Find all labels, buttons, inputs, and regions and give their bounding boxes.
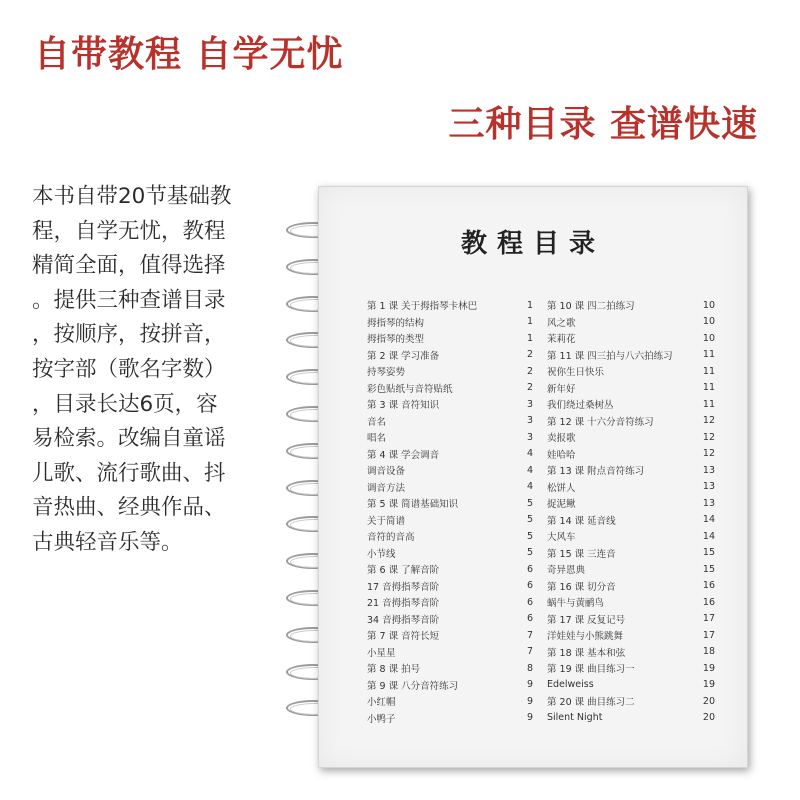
- toc-entry-title: 第 19 课 曲目练习一: [547, 664, 635, 676]
- toc-entry: [547, 528, 715, 545]
- toc-entry-title: 彩色贴纸与音符贴纸: [367, 383, 453, 395]
- toc-entry: [367, 363, 533, 380]
- toc-entry-page: 5: [526, 497, 533, 509]
- toc-entry-page: 6: [526, 596, 533, 608]
- toc-entry-title: 第 13 课 附点音符练习: [547, 466, 645, 478]
- toc-entry: [547, 660, 715, 677]
- toc-entry-page: 2: [526, 349, 533, 361]
- headline-tutorial: 自带教程 自学无忧: [34, 34, 344, 75]
- toc-entry-title: 拇指琴的结构: [367, 317, 425, 329]
- toc-entry-page: 5: [526, 530, 533, 542]
- toc-entry: [367, 693, 533, 710]
- intro-line: 程，自学无忧，教程: [32, 218, 226, 244]
- toc-entry-page: 1: [526, 316, 533, 328]
- toc-entry-title: 第 8 课 拍号: [367, 664, 421, 676]
- toc-entry: [547, 347, 715, 364]
- headline-catalog: 三种目录 查谱快速: [448, 104, 758, 145]
- toc-entry-title: 娃哈哈: [547, 449, 576, 461]
- intro-text: [32, 180, 264, 561]
- toc-entry-title: 洋娃娃与小熊跳舞: [547, 631, 624, 643]
- toc-entry: [547, 644, 715, 661]
- toc-entry-page: 12: [702, 431, 715, 443]
- toc-entry-page: 1: [526, 332, 533, 344]
- intro-line: 儿歌、流行歌曲、抖: [32, 460, 226, 486]
- toc-entry: [547, 380, 715, 397]
- toc-entry: [547, 396, 715, 413]
- toc-entry-title: 第 17 课 反复记号: [547, 614, 626, 626]
- toc-entry-title: 第 16 课 切分音: [547, 581, 616, 593]
- intro-line: 。提供三种查谱目录: [32, 287, 226, 313]
- toc-entry: [547, 693, 715, 710]
- toc-entry-title: Silent Night: [547, 712, 603, 724]
- toc-entry: [367, 561, 533, 578]
- toc-entry-title: 调音方法: [367, 482, 406, 494]
- toc-entry: [547, 611, 715, 628]
- toc-entry-page: 11: [702, 365, 715, 377]
- toc-entry-title: 第 1 课 关于拇指琴卡林巴: [367, 301, 478, 313]
- toc-entry-page: 11: [702, 382, 715, 394]
- toc-entry-title: 奇异恩典: [547, 565, 586, 577]
- toc-right-column: [547, 297, 715, 726]
- toc-entry-title: 第 2 课 学习准备: [367, 350, 440, 362]
- toc-entry-title: 蜗牛与黄鹂鸟: [547, 598, 605, 610]
- toc-entry-title: 第 4 课 学会调音: [367, 449, 440, 461]
- intro-line: 精简全面，值得选择: [32, 253, 226, 279]
- toc-entry-title: 唱名: [367, 433, 387, 445]
- toc-entry-page: 2: [526, 382, 533, 394]
- intro-line: 按字部（歌名字数）: [32, 356, 226, 382]
- toc-entry-title: 第 6 课 了解音阶: [367, 565, 440, 577]
- toc-entry-title: 第 20 课 曲目练习二: [547, 697, 635, 709]
- toc-entry-page: 4: [526, 448, 533, 460]
- intro-line: 古典轻音乐等。: [32, 529, 183, 555]
- toc-entry-title: 我们绕过桑树丛: [547, 400, 614, 412]
- toc-entry-title: 17 音拇指琴音阶: [367, 581, 440, 593]
- toc-entry-title: 第 3 课 音符知识: [367, 400, 440, 412]
- toc-entry-page: 17: [702, 613, 715, 625]
- toc-entry-page: 15: [702, 547, 715, 559]
- toc-entry-page: 16: [702, 596, 715, 608]
- toc-entry-page: 10: [702, 299, 715, 311]
- toc-entry-page: 3: [526, 415, 533, 427]
- toc-entry-page: 20: [702, 695, 715, 707]
- toc-entry-page: 6: [526, 563, 533, 575]
- toc-entry: [547, 479, 715, 496]
- toc-entry-page: 3: [526, 398, 533, 410]
- toc-entry-title: 第 12 课 十六分音符练习: [547, 416, 654, 428]
- toc-entry-page: 9: [526, 712, 533, 724]
- toc-entry-title: 第 9 课 八分音符练习: [367, 680, 459, 692]
- toc-entry-title: 34 音拇指琴音阶: [367, 614, 440, 626]
- toc-entry-page: 2: [526, 365, 533, 377]
- toc-entry-title: 第 10 课 四二拍练习: [547, 301, 635, 313]
- toc-entry-page: 1: [526, 299, 533, 311]
- intro-line: 本书自带20节基础教: [32, 184, 232, 209]
- intro-line: 音热曲、经典作品、: [32, 495, 226, 521]
- toc-entry: [547, 462, 715, 479]
- toc-entry-title: 茉莉花: [547, 334, 576, 346]
- toc-entry-title: 持琴姿势: [367, 367, 406, 379]
- toc-entry-title: 小红帽: [367, 697, 396, 709]
- toc-entry-page: 18: [702, 646, 715, 658]
- toc-entry-page: 19: [702, 662, 715, 674]
- toc-entry: [367, 347, 533, 364]
- toc-entry-title: 新年好: [547, 383, 576, 395]
- toc-entry: [547, 561, 715, 578]
- toc-entry-title: 音名: [367, 416, 387, 428]
- toc-entry-page: 11: [702, 349, 715, 361]
- toc-entry: [367, 627, 533, 644]
- intro-line: ，按顺序，按拼音，: [32, 322, 226, 348]
- toc-entry-title: 大风车: [547, 532, 576, 544]
- toc-entry: [367, 710, 533, 727]
- toc-entry-title: 21 音拇指琴音阶: [367, 598, 440, 610]
- toc-entry-page: 13: [702, 464, 715, 476]
- toc-entry: [367, 644, 533, 661]
- toc-entry-page: 4: [526, 464, 533, 476]
- toc-entry-title: 拇指琴的类型: [367, 334, 425, 346]
- toc-entry: [367, 578, 533, 595]
- toc-entry: [547, 429, 715, 446]
- toc-entry: [547, 446, 715, 463]
- toc-entry-page: 8: [526, 662, 533, 674]
- toc-entry-page: 19: [702, 679, 715, 691]
- toc-entry-page: 12: [702, 448, 715, 460]
- toc-entry-title: 卖报歌: [547, 433, 576, 445]
- toc-entry-page: 3: [526, 431, 533, 443]
- toc-entry: [367, 512, 533, 529]
- toc-entry-page: 10: [702, 316, 715, 328]
- toc-entry-page: 12: [702, 415, 715, 427]
- toc-left-column: [367, 297, 533, 726]
- toc-entry: [367, 594, 533, 611]
- toc-entry: [547, 627, 715, 644]
- toc-entry-page: 10: [702, 332, 715, 344]
- toc-entry: [367, 611, 533, 628]
- toc-entry: [367, 462, 533, 479]
- toc-entry-title: 第 11 课 四三拍与八六拍练习: [547, 350, 673, 362]
- toc-entry-title: 小节线: [367, 548, 396, 560]
- toc-entry-page: 9: [526, 695, 533, 707]
- toc-entry-title: 第 7 课 音符长短: [367, 631, 440, 643]
- toc-entry-title: 风之歌: [547, 317, 576, 329]
- toc-entry-page: 4: [526, 481, 533, 493]
- toc-entry-page: 7: [526, 646, 533, 658]
- toc-entry: [547, 363, 715, 380]
- notebook-page: [318, 186, 748, 768]
- toc-entry: [547, 413, 715, 430]
- toc-entry-title: 第 14 课 延音线: [547, 515, 616, 527]
- toc-entry-title: 调音设备: [367, 466, 406, 478]
- toc-entry: [367, 446, 533, 463]
- toc-entry-page: 6: [526, 613, 533, 625]
- toc-entry-title: 关于简谱: [367, 515, 406, 527]
- toc-entry: [547, 578, 715, 595]
- toc-entry: [547, 545, 715, 562]
- toc-entry-title: 第 5 课 简谱基础知识: [367, 499, 459, 511]
- toc-entry-page: 17: [702, 629, 715, 641]
- toc-entry: [367, 314, 533, 331]
- toc-entry-page: 20: [702, 712, 715, 724]
- toc-entry: [547, 330, 715, 347]
- toc-entry-page: 9: [526, 679, 533, 691]
- toc-entry-title: 第 15 课 三连音: [547, 548, 616, 560]
- toc-entry: [547, 710, 715, 727]
- toc-entry-page: 7: [526, 629, 533, 641]
- toc-entry: [367, 380, 533, 397]
- toc-entry: [547, 297, 715, 314]
- toc-entry-page: 13: [702, 481, 715, 493]
- toc-entry-title: 第 18 课 基本和弦: [547, 647, 626, 659]
- toc-entry-page: 14: [702, 530, 715, 542]
- toc-entry-page: 5: [526, 514, 533, 526]
- toc-entry: [547, 314, 715, 331]
- toc-entry-page: 13: [702, 497, 715, 509]
- toc-entry-page: 6: [526, 580, 533, 592]
- toc-entry: [367, 413, 533, 430]
- toc-entry: [367, 429, 533, 446]
- toc-entry: [367, 396, 533, 413]
- intro-line: 易检索。改编自童谣: [32, 426, 226, 452]
- toc-entry-title: 小鸭子: [367, 713, 396, 725]
- toc-entry: [367, 479, 533, 496]
- toc-entry-title: 小星星: [367, 647, 396, 659]
- toc-entry-title: Edelweiss: [547, 679, 594, 691]
- toc-entry-page: 5: [526, 547, 533, 559]
- toc-entry: [547, 594, 715, 611]
- notebook-title: 教程目录: [460, 229, 605, 259]
- toc-entry-title: 音符的音高: [367, 532, 415, 544]
- toc-entry: [547, 512, 715, 529]
- toc-entry: [367, 660, 533, 677]
- toc-entry-title: 松饼人: [547, 482, 576, 494]
- intro-line: ，目录长达6页，容: [32, 391, 218, 417]
- toc-entry: [367, 495, 533, 512]
- toc-entry: [547, 495, 715, 512]
- toc-entry: [367, 330, 533, 347]
- toc-entry: [367, 528, 533, 545]
- toc-entry-title: 祝你生日快乐: [547, 367, 605, 379]
- toc-entry-page: 15: [702, 563, 715, 575]
- toc-entry: [367, 297, 533, 314]
- toc-entry-page: 11: [702, 398, 715, 410]
- toc-entry-title: 捉泥鳅: [547, 499, 576, 511]
- toc-entry: [367, 545, 533, 562]
- toc-entry: [547, 677, 715, 694]
- toc-entry-page: 16: [702, 580, 715, 592]
- toc-entry-page: 14: [702, 514, 715, 526]
- toc-entry: [367, 677, 533, 694]
